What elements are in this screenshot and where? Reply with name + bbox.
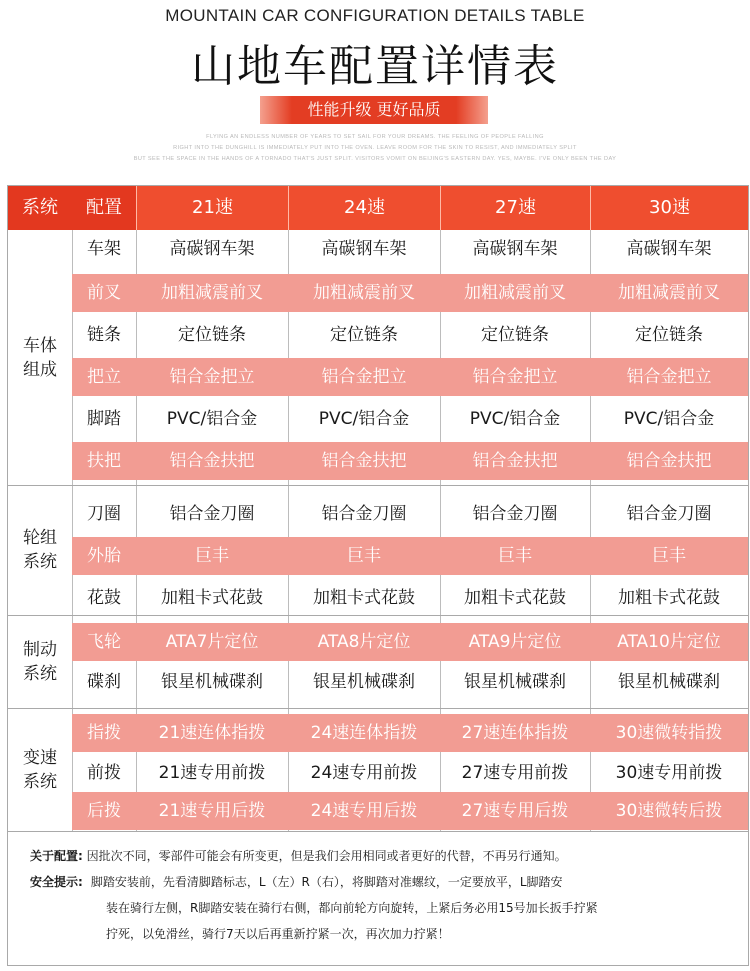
table-row	[72, 358, 748, 396]
cell-21: 铝合金把立	[169, 367, 255, 387]
config-note-text: 因批次不同，零部件可能会有所变更，但是我们会用相同或者更好的代替，不再另行通知。	[86, 849, 567, 863]
table-row	[72, 792, 748, 830]
notes-section	[7, 832, 749, 966]
part-name: 飞轮	[87, 632, 121, 652]
cell-27: 巨丰	[498, 546, 532, 566]
table-row	[72, 495, 748, 533]
part-name: 刀圈	[87, 504, 121, 524]
cell-21: 高碳钢车架	[169, 239, 255, 259]
fineprint-line: RIGHT INTO THE DUNGHILL IS IMMEDIATELY PUT INTO THE OVEN. LEAVE ROOM FOR THE SKIN TO RESIST, AND IMMEDIATELY SPLIT	[173, 145, 577, 151]
cell-27: PVC/铝合金	[469, 409, 561, 429]
cell-30: 铝合金刀圈	[626, 504, 712, 524]
cell-30: 30速微转指拨	[615, 723, 723, 743]
cell-21: 铝合金刀圈	[169, 504, 255, 524]
table-row	[72, 663, 748, 701]
part-name: 指拨	[87, 723, 121, 743]
group-shifting: 变速系统	[23, 747, 57, 792]
cell-27: 银星机械碟刹	[464, 672, 566, 692]
part-name: 把立	[87, 367, 121, 387]
cell-24: PVC/铝合金	[318, 409, 410, 429]
cell-27: 27速连体指拨	[461, 723, 569, 743]
group-divider	[8, 485, 748, 486]
cell-24: 24速专用前拨	[310, 763, 418, 783]
cell-30: 巨丰	[652, 546, 686, 566]
slogan-banner: 性能升级 更好品质	[260, 96, 488, 124]
cell-27: 27速专用后拨	[461, 801, 569, 821]
part-name: 链条	[87, 325, 121, 345]
table-row	[72, 754, 748, 792]
cell-27: 铝合金刀圈	[472, 504, 558, 524]
cell-21: 21速专用后拨	[158, 801, 266, 821]
group-wheels: 轮组系统	[23, 528, 57, 572]
cell-27: 加粗卡式花鼓	[464, 588, 566, 608]
safety-note-text-1: 脚踏安装前，先看清脚踏标志，L（左）R（右），将脚踏对准螺纹，一定要放平，L脚踏安	[90, 875, 563, 889]
table-row	[72, 623, 748, 661]
safety-note-label: 安全提示:	[30, 875, 83, 889]
table-row	[72, 274, 748, 312]
cell-24: ATA8片定位	[317, 632, 411, 652]
config-table	[7, 185, 749, 832]
cell-27: ATA9片定位	[468, 632, 562, 652]
table-row	[72, 714, 748, 752]
part-name: 花鼓	[87, 588, 121, 608]
cell-24: 银星机械碟刹	[313, 672, 415, 692]
table-row	[72, 537, 748, 575]
cell-21: 加粗卡式花鼓	[161, 588, 263, 608]
cell-21: PVC/铝合金	[166, 409, 258, 429]
cell-24: 定位链条	[330, 325, 398, 345]
table-row	[72, 400, 748, 438]
cell-30: 定位链条	[635, 325, 703, 345]
config-note	[30, 843, 567, 869]
table-row	[72, 316, 748, 354]
cell-24: 铝合金把立	[321, 367, 407, 387]
cell-27: 高碳钢车架	[472, 239, 558, 259]
part-name: 前拨	[87, 763, 121, 783]
cell-30: ATA10片定位	[617, 632, 721, 652]
cell-30: 铝合金把立	[626, 367, 712, 387]
table-row	[72, 230, 748, 268]
english-title: MOUNTAIN CAR CONFIGURATION DETAILS TABLE	[165, 6, 585, 25]
part-name: 外胎	[87, 546, 121, 566]
cell-21: ATA7片定位	[165, 632, 259, 652]
part-name: 后拨	[87, 801, 121, 821]
cell-30: 30速微转后拨	[615, 801, 723, 821]
safety-note-text-2: 装在骑行左侧，R脚踏安装在骑行右侧，都向前轮方向旋转，上紧后务必用15号加长扳手拧紧	[106, 901, 598, 915]
cell-27: 定位链条	[481, 325, 549, 345]
header-30-speed: 30速	[590, 186, 748, 230]
page-title: 山地车配置详情表	[191, 41, 559, 92]
cell-24: 加粗减震前叉	[313, 283, 415, 303]
table-row	[72, 442, 748, 480]
safety-note-text-3: 拧死，以免滑丝，骑行7天以后再重新拧紧一次，再次加力拧紧！	[106, 927, 450, 941]
cell-30: 30速专用前拨	[615, 763, 723, 783]
cell-27: 铝合金把立	[472, 367, 558, 387]
header-21-speed: 21速	[136, 186, 288, 230]
cell-21: 银星机械碟刹	[161, 672, 263, 692]
fineprint-line: FLYING AN ENDLESS NUMBER OF YEARS TO SET SAIL FOR YOUR DREAMS. THE FEELING OF PEOPLE FALLING	[206, 134, 544, 140]
cell-30: 加粗卡式花鼓	[618, 588, 720, 608]
cell-30: 加粗减震前叉	[618, 283, 720, 303]
cell-21: 21速连体指拨	[158, 723, 266, 743]
part-name: 脚踏	[87, 409, 121, 429]
cell-30: 高碳钢车架	[626, 239, 712, 259]
cell-27: 27速专用前拨	[461, 763, 569, 783]
part-name: 扶把	[87, 451, 121, 471]
header-27-speed: 27速	[440, 186, 590, 230]
header-config: 配置	[72, 186, 136, 230]
config-note-label: 关于配置:	[30, 849, 83, 863]
group-divider	[8, 708, 748, 709]
fineprint-line: BUT SEE THE SPACE IN THE HANDS OF A TORNADO THAT'S JUST SPLIT. VISITORS VOMIT ON BEIJING'S EASTERN DAY. YES, MAYBE. I'VE ONLY BEEN THE DAY	[133, 156, 617, 162]
cell-21: 21速专用前拨	[158, 763, 266, 783]
cell-21: 加粗减震前叉	[161, 283, 263, 303]
cell-30: 铝合金扶把	[626, 451, 712, 471]
cell-30: 银星机械碟刹	[618, 672, 720, 692]
group-body: 车体组成	[23, 335, 57, 380]
cell-24: 铝合金刀圈	[321, 504, 407, 524]
header-24-speed: 24速	[288, 186, 440, 230]
table-row	[72, 579, 748, 617]
group-brakes: 制动系统	[23, 639, 57, 684]
cell-27: 加粗减震前叉	[464, 283, 566, 303]
cell-21: 定位链条	[178, 325, 246, 345]
part-name: 碟刹	[87, 672, 121, 692]
cell-21: 巨丰	[195, 546, 229, 566]
cell-24: 高碳钢车架	[321, 239, 407, 259]
cell-27: 铝合金扶把	[472, 451, 558, 471]
cell-24: 巨丰	[347, 546, 381, 566]
part-name: 车架	[87, 239, 121, 259]
cell-24: 加粗卡式花鼓	[313, 588, 415, 608]
part-name: 前叉	[87, 283, 121, 303]
cell-24: 24速连体指拨	[310, 723, 418, 743]
header-system: 系统	[8, 186, 72, 230]
cell-21: 铝合金扶把	[169, 451, 255, 471]
safety-note	[30, 869, 730, 947]
cell-24: 24速专用后拨	[310, 801, 418, 821]
cell-30: PVC/铝合金	[623, 409, 715, 429]
table-header	[8, 186, 748, 230]
cell-24: 铝合金扶把	[321, 451, 407, 471]
